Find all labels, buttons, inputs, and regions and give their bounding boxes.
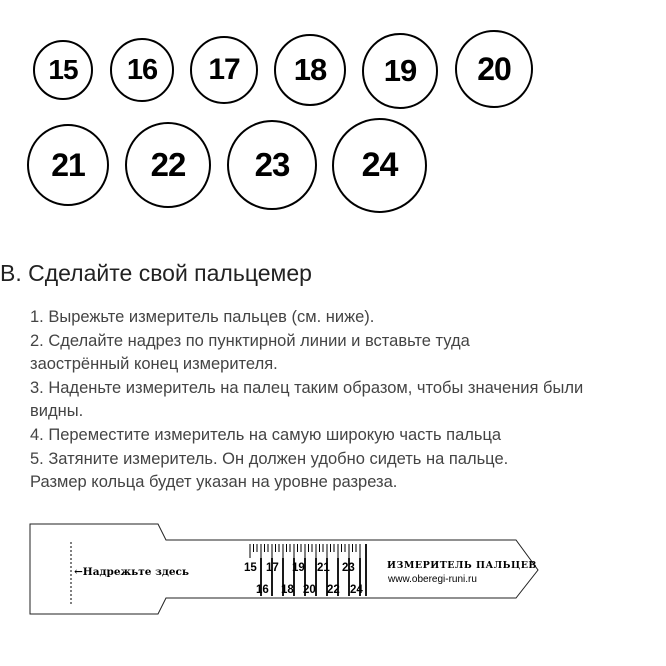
ruler-title: ИЗМЕРИТЕЛЬ ПАЛЬЦЕВ (387, 560, 537, 571)
ruler-website: www.oberegi-runi.ru (388, 574, 477, 585)
ring-size-label: 18 (293, 52, 327, 87)
ring-size-circle (332, 118, 427, 213)
ring-size-label: 22 (150, 146, 186, 183)
ring-size-circle (227, 120, 317, 210)
ring-size-circle (27, 124, 109, 206)
ring-size-label: 20 (477, 50, 511, 87)
instructions-list (30, 306, 666, 495)
ring-size-label: 15 (48, 54, 78, 85)
scale-number: 24 (350, 584, 363, 596)
ring-size-circle (33, 40, 93, 100)
ring-size-circle (190, 36, 258, 104)
ring-size-label: 19 (383, 53, 417, 88)
instruction-line: 3. Наденьте измеритель на палец таким образом, чтобы значения были (30, 378, 584, 397)
scale-number: 19 (292, 562, 305, 574)
instruction-line: 2. Сделайте надрез по пунктирной линии и вставьте туда (30, 331, 470, 350)
section-title: B. Сделайте свой пальцемер (0, 260, 312, 286)
scale-number: 20 (303, 584, 316, 596)
ring-size-chart (0, 0, 666, 230)
scale-number: 22 (327, 584, 340, 596)
instruction-line: 5. Затяните измеритель. Он должен удобно сидеть на пальце. (30, 449, 509, 468)
ring-size-circle (455, 30, 533, 108)
ring-size-label: 16 (126, 53, 158, 86)
instruction-line: видны. (30, 402, 84, 421)
ring-size-label: 17 (208, 53, 240, 86)
scale-number: 18 (281, 584, 294, 596)
ring-size-circle (110, 38, 174, 102)
instruction-line: Размер кольца будет указан на уровне разреза. (30, 473, 398, 492)
scale-number: 23 (342, 562, 355, 574)
cut-here-note: ←Надрежьте здесь (74, 566, 190, 578)
scale-number: 17 (266, 562, 279, 574)
ring-size-label: 24 (361, 146, 398, 184)
ring-size-circle (362, 33, 438, 109)
instruction-line: заострённый конец измерителя. (30, 355, 278, 374)
scale-number: 15 (244, 562, 257, 574)
ring-size-label: 23 (254, 146, 290, 183)
finger-sizer-cutout (0, 500, 666, 666)
instruction-line: 4. Переместите измеритель на самую широкую часть пальца (30, 425, 502, 444)
instruction-line: 1. Вырежьте измеритель пальцев (см. ниже). (30, 308, 375, 326)
ring-size-label: 21 (51, 146, 85, 183)
ring-size-circle (125, 122, 211, 208)
ring-size-circle (274, 34, 346, 106)
scale-number: 21 (317, 562, 330, 574)
scale-number: 16 (256, 584, 269, 596)
